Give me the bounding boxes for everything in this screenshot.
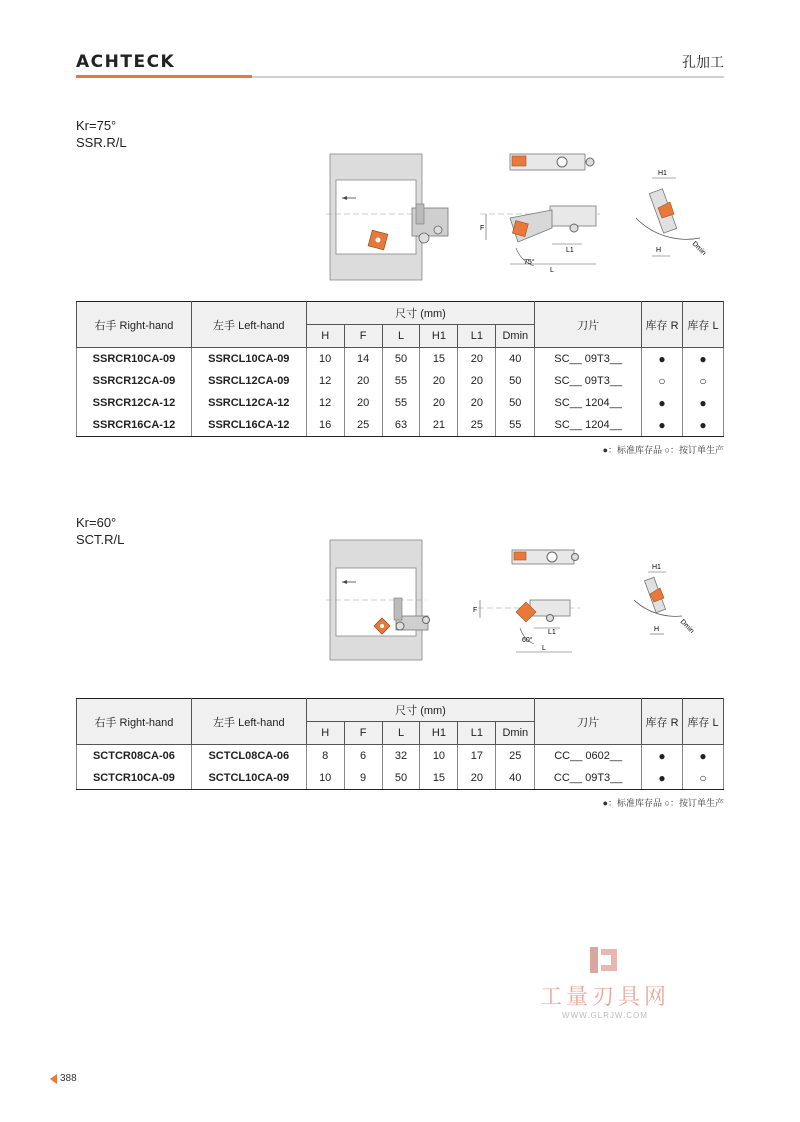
right-hand-code: SSRCR12CA-12	[77, 392, 192, 414]
value-l1: 25	[458, 414, 496, 437]
dim-l1-label: L1	[548, 629, 556, 636]
col-h: H	[306, 325, 344, 348]
col-l: L	[382, 722, 420, 745]
dim-dmin-label: Dmin	[690, 240, 708, 257]
col-dmin: Dmin	[496, 325, 535, 348]
col-h: H	[306, 722, 344, 745]
right-hand-code: SSRCR10CA-09	[77, 348, 192, 371]
sct-tool-drawings	[320, 538, 720, 663]
col-left-hand: 左手 Left-hand	[191, 302, 306, 348]
stock-l-mark: ○	[682, 767, 723, 790]
value-dmin: 50	[496, 370, 535, 392]
stock-l-mark: ●	[682, 348, 723, 371]
table-row	[77, 392, 724, 414]
kr-angle: Kr=60°	[76, 515, 117, 530]
col-insert: 刀片	[535, 302, 642, 348]
holder-end-drawing	[636, 170, 707, 257]
stock-r-mark: ●	[642, 348, 683, 371]
stock-r-mark: ○	[642, 370, 683, 392]
value-f: 20	[344, 392, 382, 414]
col-l: L	[382, 325, 420, 348]
col-dimensions: 尺寸 (mm)	[306, 699, 535, 722]
page-number: 388	[60, 1073, 77, 1084]
value-l: 55	[382, 370, 420, 392]
value-h1: 21	[420, 414, 458, 437]
col-dmin: Dmin	[496, 722, 535, 745]
stock-r-mark: ●	[642, 414, 683, 437]
dim-l-label: L	[542, 645, 546, 652]
holder-plan-drawing	[480, 154, 600, 274]
col-stock-l: 库存 L	[682, 302, 723, 348]
insert-code: CC__ 09T3__	[535, 767, 642, 790]
value-h1: 20	[420, 392, 458, 414]
value-f: 6	[344, 745, 382, 768]
page-arrow-icon	[50, 1074, 57, 1084]
col-right-hand: 右手 Right-hand	[77, 302, 192, 348]
dim-h-label: H	[654, 626, 660, 633]
value-l: 32	[382, 745, 420, 768]
left-hand-code: SSRCL16CA-12	[191, 414, 306, 437]
bore-section-drawing	[326, 154, 448, 280]
col-left-hand: 左手 Left-hand	[191, 699, 306, 745]
value-l1: 20	[458, 370, 496, 392]
ssr-spec-table	[76, 301, 724, 437]
col-dimensions: 尺寸 (mm)	[306, 302, 535, 325]
section-1-heading	[76, 117, 127, 151]
bore-section-drawing	[326, 540, 430, 660]
value-h: 8	[306, 745, 344, 768]
sct-spec-table	[76, 698, 724, 790]
value-l1: 20	[458, 392, 496, 414]
watermark-text: 工量刃具网	[539, 985, 670, 1010]
table-row	[77, 414, 724, 437]
watermark	[530, 945, 680, 1020]
dim-l1-label: L1	[566, 247, 574, 254]
section-2-heading	[76, 514, 124, 548]
col-stock-l: 库存 L	[682, 699, 723, 745]
col-h1: H1	[420, 325, 458, 348]
brand-logo: ACHTECK	[76, 52, 176, 72]
value-f: 9	[344, 767, 382, 790]
value-dmin: 40	[496, 767, 535, 790]
table-row	[77, 767, 724, 790]
left-hand-code: SSRCL12CA-09	[191, 370, 306, 392]
left-hand-code: SSRCL10CA-09	[191, 348, 306, 371]
value-l: 63	[382, 414, 420, 437]
value-dmin: 25	[496, 745, 535, 768]
col-h1: H1	[420, 722, 458, 745]
watermark-url: WWW.GLRJW.COM	[562, 1011, 648, 1020]
value-h: 10	[306, 348, 344, 371]
right-hand-code: SSRCR16CA-12	[77, 414, 192, 437]
right-hand-code: SSRCR12CA-09	[77, 370, 192, 392]
value-dmin: 50	[496, 392, 535, 414]
col-insert: 刀片	[535, 699, 642, 745]
value-l1: 17	[458, 745, 496, 768]
series-code: SSR.R/L	[76, 135, 127, 150]
value-l1: 20	[458, 767, 496, 790]
stock-r-mark: ●	[642, 745, 683, 768]
col-right-hand: 右手 Right-hand	[77, 699, 192, 745]
dim-f-label: F	[480, 225, 485, 232]
right-hand-code: SCTCR08CA-06	[77, 745, 192, 768]
value-l: 50	[382, 348, 420, 371]
value-h: 12	[306, 392, 344, 414]
left-hand-code: SSRCL12CA-12	[191, 392, 306, 414]
col-f: F	[344, 722, 382, 745]
dim-h1-label: H1	[658, 170, 667, 177]
col-stock-r: 库存 R	[642, 302, 683, 348]
value-h: 10	[306, 767, 344, 790]
dim-angle-label: 60°	[522, 637, 533, 644]
stock-l-mark: ●	[682, 414, 723, 437]
insert-code: SC__ 1204__	[535, 392, 642, 414]
stock-l-mark: ●	[682, 392, 723, 414]
value-dmin: 55	[496, 414, 535, 437]
value-h1: 10	[420, 745, 458, 768]
value-h: 12	[306, 370, 344, 392]
value-f: 14	[344, 348, 382, 371]
holder-plan-drawing	[473, 550, 580, 652]
table-row	[77, 745, 724, 768]
table-row	[77, 348, 724, 371]
col-l1: L1	[458, 325, 496, 348]
stock-l-mark: ○	[682, 370, 723, 392]
value-h1: 15	[420, 767, 458, 790]
header-accent-line	[76, 75, 252, 78]
col-l1: L1	[458, 722, 496, 745]
value-h1: 20	[420, 370, 458, 392]
left-hand-code: SCTCL10CA-09	[191, 767, 306, 790]
dim-l-label: L	[550, 267, 554, 274]
dim-f-label: F	[473, 607, 478, 614]
dim-dmin-label: Dmin	[678, 618, 696, 635]
dim-h1-label: H1	[652, 564, 661, 571]
holder-end-drawing	[634, 564, 695, 635]
right-hand-code: SCTCR10CA-09	[77, 767, 192, 790]
value-f: 20	[344, 370, 382, 392]
left-hand-code: SCTCL08CA-06	[191, 745, 306, 768]
series-code: SCT.R/L	[76, 532, 125, 547]
table-row	[77, 370, 724, 392]
value-f: 25	[344, 414, 382, 437]
stock-l-mark: ●	[682, 745, 723, 768]
dim-h-label: H	[656, 247, 662, 254]
insert-code: SC__ 1204__	[535, 414, 642, 437]
value-l: 50	[382, 767, 420, 790]
dim-angle-label: 75°	[524, 259, 535, 266]
value-l: 55	[382, 392, 420, 414]
header-rule	[252, 76, 724, 78]
value-l1: 20	[458, 348, 496, 371]
col-stock-r: 库存 R	[642, 699, 683, 745]
stock-r-mark: ●	[642, 767, 683, 790]
insert-code: SC__ 09T3__	[535, 370, 642, 392]
insert-code: SC__ 09T3__	[535, 348, 642, 371]
value-dmin: 40	[496, 348, 535, 371]
value-h1: 15	[420, 348, 458, 371]
stock-legend: ●：标准库存品 ○：按订单生产	[602, 445, 724, 455]
col-f: F	[344, 325, 382, 348]
stock-r-mark: ●	[642, 392, 683, 414]
stock-legend: ●：标准库存品 ○：按订单生产	[602, 798, 724, 808]
section-title: 孔加工	[682, 54, 724, 70]
kr-angle: Kr=75°	[76, 118, 117, 133]
ssr-tool-drawings	[320, 148, 720, 283]
insert-code: CC__ 0602__	[535, 745, 642, 768]
value-h: 16	[306, 414, 344, 437]
watermark-logo-icon	[585, 945, 625, 975]
